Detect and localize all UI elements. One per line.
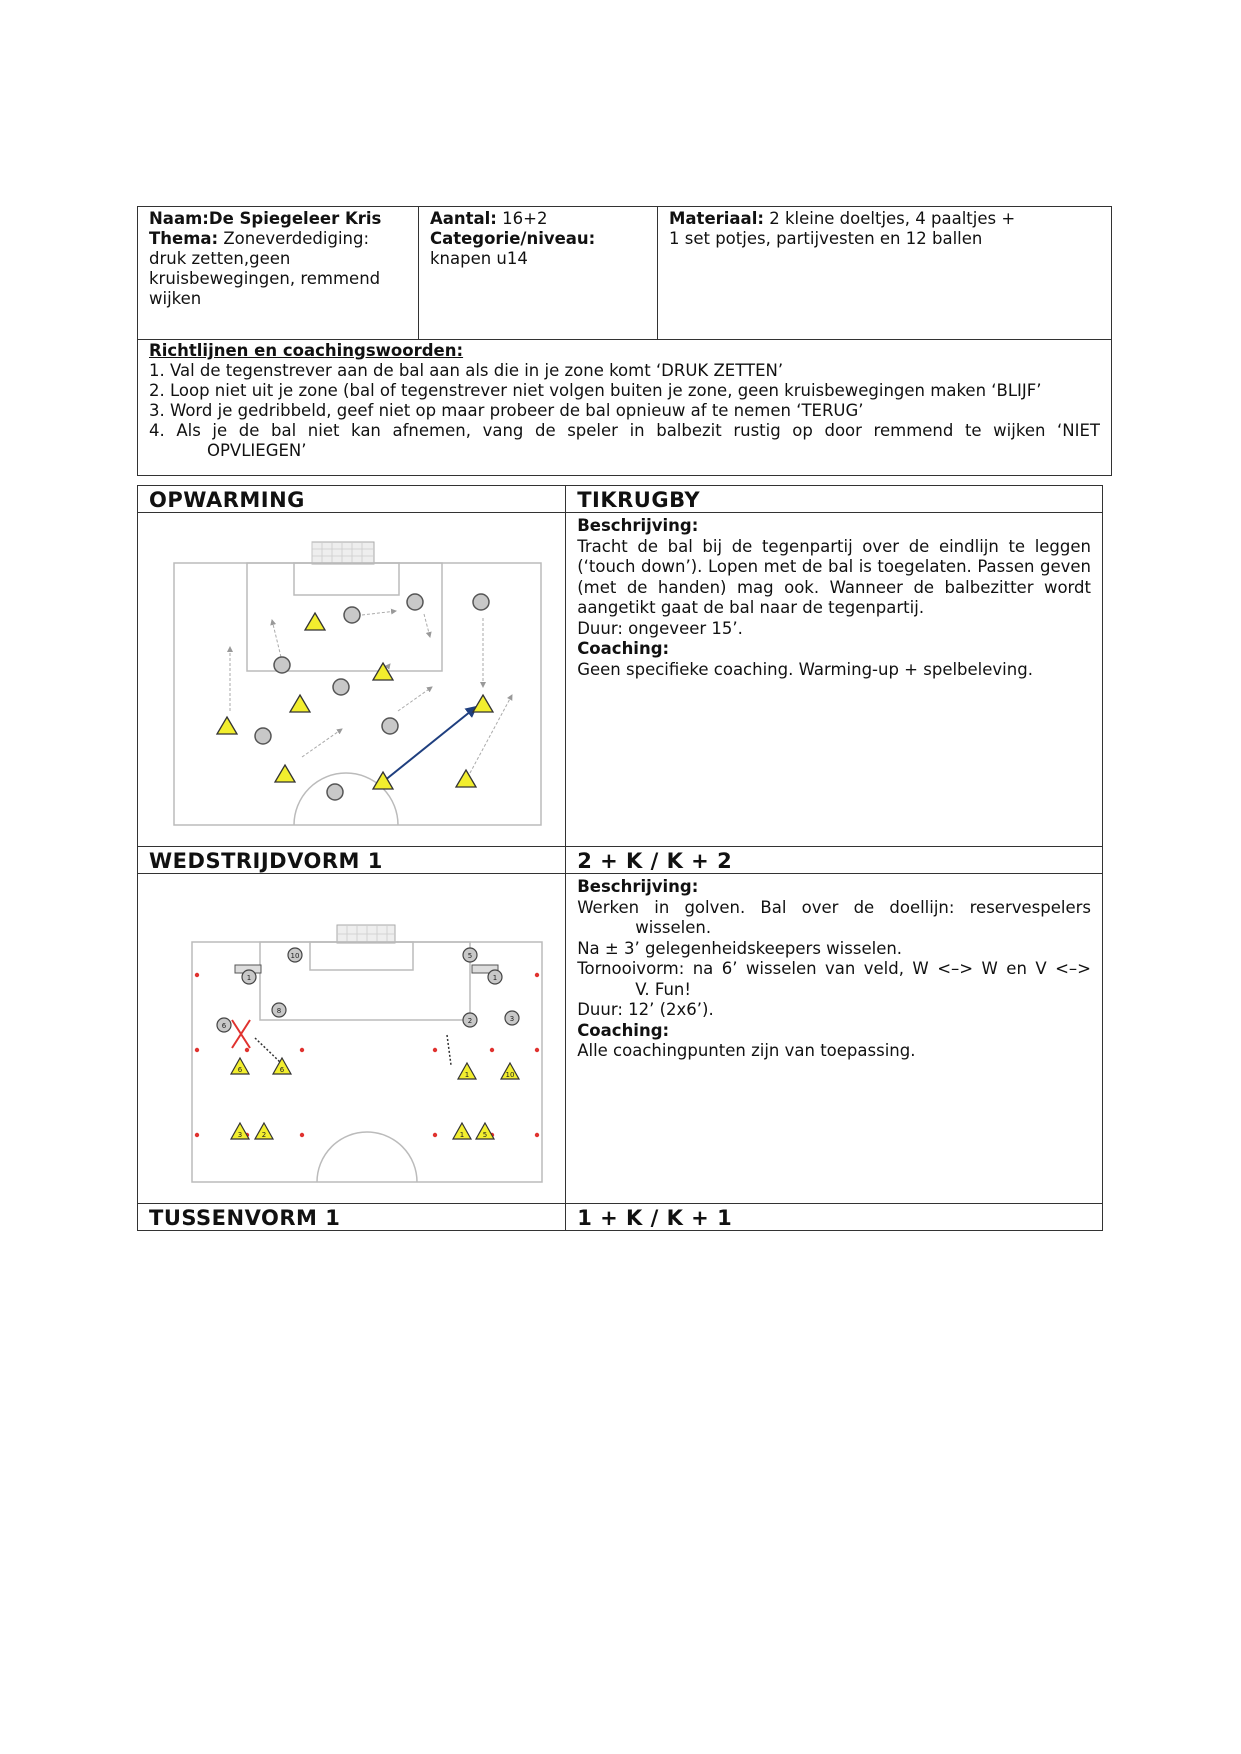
wedstrijdvorm-line3b: V. Fun! xyxy=(635,979,691,999)
section-title-opwarming: OPWARMING xyxy=(138,486,566,513)
categorie-label: Categorie/niveau: xyxy=(429,229,596,248)
guidelines-title: Richtlijnen en coachingswoorden: xyxy=(149,341,464,360)
player-number: 6 xyxy=(221,1022,226,1030)
player-number: 3 xyxy=(509,1015,514,1023)
materiaal-cell xyxy=(658,207,1112,340)
player-number: 2 xyxy=(261,1131,266,1139)
guidelines-cell xyxy=(138,340,1112,476)
player-number: 8 xyxy=(276,1007,281,1015)
beschrijving-label-2: Beschrijving: xyxy=(577,877,699,896)
player-number: 1 xyxy=(246,974,251,982)
tikrugby-text: Tracht de bal bij de tegenpartij over de eindlijn te leggen (‘touch down’). Lopen met de bal is toegelaten. Passen geven (met de handen) mag ook. Wanneer de balbezitter wordt aangetikt gaat de bal naar de tegenpartij. xyxy=(577,536,1091,617)
categorie-value: knapen u14 xyxy=(429,249,528,268)
section-title-2k-k2: 2 + K / K + 2 xyxy=(566,847,1103,874)
tikrugby-field-diagram xyxy=(152,519,552,829)
aantal-value: 16+2 xyxy=(496,209,548,228)
guideline-3: 3. Word je gedribbeld, geef niet op maar probeer de bal opnieuw af te nemen ‘TERUG’ xyxy=(149,401,864,420)
tikrugby-description xyxy=(566,513,1103,847)
goal xyxy=(312,542,374,564)
thema-value: Zoneverdediging: druk zetten,geen kruisbewegingen, remmend wijken xyxy=(149,229,381,308)
tikrugby-coaching: Geen specifieke coaching. Warming-up + spelbeleving. xyxy=(577,659,1033,679)
player-number: 10 xyxy=(505,1071,515,1079)
naam-label: Naam:De Spiegeleer Kris xyxy=(149,209,382,228)
beschrijving-label: Beschrijving: xyxy=(577,516,699,535)
tikrugby-duur: Duur: ongeveer 15’. xyxy=(577,618,743,638)
diagram-wedstrijdvorm-cell xyxy=(138,874,566,1204)
player-number: 2 xyxy=(467,1017,472,1025)
aantal-categorie-cell xyxy=(418,207,657,340)
wedstrijdvorm-line2: Na ± 3’ gelegenheidskeepers wisselen. xyxy=(577,938,903,958)
section-title-wedstrijdvorm: WEDSTRIJDVORM 1 xyxy=(138,847,566,874)
player-number: 5 xyxy=(482,1131,487,1139)
wedstrijdvorm-line1: Werken in golven. Bal over de doellijn: reservespelers xyxy=(577,897,1091,917)
player-number: 3 xyxy=(237,1131,242,1139)
section-title-tussenvorm: TUSSENVORM 1 xyxy=(138,1204,566,1231)
player-number: 6 xyxy=(279,1066,284,1074)
section-title-tikrugby: TIKRUGBY xyxy=(566,486,1103,513)
header-table xyxy=(137,206,1112,476)
player-number: 5 xyxy=(467,952,472,960)
player-number: 10 xyxy=(290,952,300,960)
wedstrijdvorm-duur: Duur: 12’ (2x6’). xyxy=(577,1000,714,1019)
wedstrijdvorm-description xyxy=(566,874,1103,1204)
wedstrijdvorm-line1b: wisselen. xyxy=(635,918,712,937)
guideline-1: 1. Val de tegenstrever aan de bal aan als die in je zone komt ‘DRUK ZETTEN’ xyxy=(149,361,784,380)
section-title-1k-k1: 1 + K / K + 1 xyxy=(566,1204,1103,1231)
aantal-label: Aantal: xyxy=(429,209,497,228)
coaching-label: Coaching: xyxy=(577,639,670,658)
player-number: 1 xyxy=(459,1131,464,1139)
exercise-table xyxy=(137,485,1103,1231)
diagram-opwarming-cell xyxy=(138,513,566,847)
player-number: 1 xyxy=(492,974,497,982)
materiaal-value: 2 kleine doeltjes, 4 paaltjes + 1 set potjes, partijvesten en 12 ballen xyxy=(669,209,1016,248)
guideline-4: 4. Als je de bal niet kan afnemen, vang de speler in balbezit rustig op door remmend te wijken ‘NIET xyxy=(149,421,1100,440)
player-number: 1 xyxy=(464,1071,469,1079)
wedstrijdvorm-line3: Tornooivorm: na 6’ wisselen van veld, W <–> W en V <–> xyxy=(577,959,1091,978)
materiaal-label: Materiaal: xyxy=(669,209,764,228)
guideline-4-cont: OPVLIEGEN’ xyxy=(207,441,307,460)
wedstrijdvorm-field-diagram xyxy=(152,880,552,1190)
wedstrijdvorm-coaching: Alle coachingpunten zijn van toepassing. xyxy=(577,1041,916,1060)
coaching-label-2: Coaching: xyxy=(577,1020,670,1040)
naam-thema-cell xyxy=(138,207,419,340)
player-number: 6 xyxy=(237,1066,242,1074)
guideline-2: 2. Loop niet uit je zone (bal of tegenstrever niet volgen buiten je zone, geen kruisbewegingen maken ‘BLIJF’ xyxy=(149,381,1042,400)
thema-label: Thema: xyxy=(149,229,219,248)
